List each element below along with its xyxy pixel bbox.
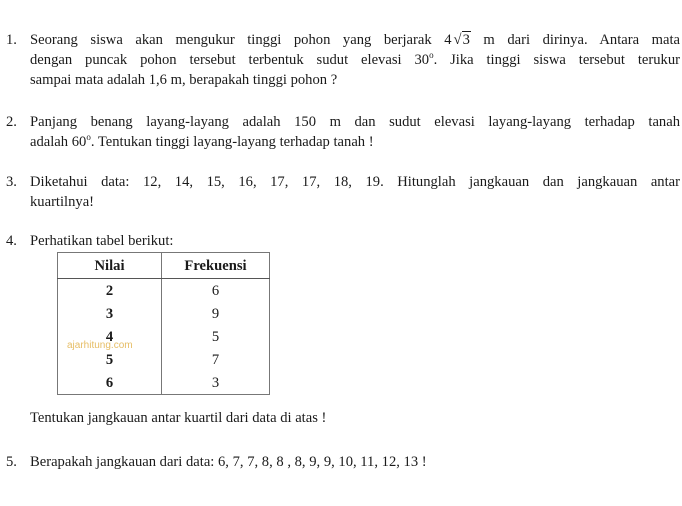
- question-text-line: adalah 60$^o$. Tentukan tinggi layang-layang terhadap tanah !: [30, 132, 374, 150]
- nilai-cell: 5: [58, 348, 162, 371]
- table-header-nilai: Nilai: [58, 253, 162, 279]
- question-number: 3.: [6, 174, 17, 190]
- nilai-cell: 3: [58, 302, 162, 325]
- table-row: [58, 302, 270, 325]
- question-number: 4.: [6, 233, 17, 249]
- question-text-line: Panjang benang layang-layang adalah 150 m dan sudut elevasi layang-layang terhadap tanah: [30, 114, 680, 130]
- table-row: [58, 371, 270, 395]
- question-text-line: Perhatikan tabel berikut:: [30, 233, 174, 249]
- table-row: [58, 279, 270, 303]
- question-text-line: dengan puncak pohon tersebut terbentuk sudut elevasi 30$^o$. Jika tinggi siswa tersebut terukur: [30, 50, 680, 68]
- question-text-line: Seorang siswa akan mengukur tinggi pohon yang berjarak 4 √3 m dari dirinya. Antara mata: [30, 32, 680, 48]
- question-number: 2.: [6, 114, 17, 130]
- nilai-cell: 6: [58, 371, 162, 395]
- question-number: 5.: [6, 454, 17, 470]
- question-4: [6, 231, 680, 251]
- question-text-line: sampai mata adalah 1,6 m, berapakah tinggi pohon ?: [30, 72, 338, 88]
- frekuensi-cell: 3: [162, 371, 270, 395]
- watermark: ajarhitung.com: [67, 340, 133, 351]
- question-4-instruction: [6, 408, 680, 428]
- frequency-table: [57, 252, 270, 395]
- question-text-line: kuartilnya!: [30, 194, 95, 210]
- question-text-line: Diketahui data: 12, 14, 15, 16, 17, 17, 18, 19. Hitunglah jangkauan dan jangkauan antar: [30, 174, 680, 190]
- nilai-cell: 4: [58, 325, 162, 348]
- question-text-line: Berapakah jangkauan dari data: 6, 7, 7, 8, 8 , 8, 9, 9, 10, 11, 12, 13 !: [30, 454, 427, 470]
- frekuensi-cell: 7: [162, 348, 270, 371]
- question-5: [6, 452, 680, 472]
- frekuensi-cell: 9: [162, 302, 270, 325]
- frekuensi-cell: 5: [162, 325, 270, 348]
- sqrt-expression: 4 √3: [444, 32, 470, 48]
- nilai-cell: 2: [58, 279, 162, 303]
- question-text-line: Tentukan jangkauan antar kuartil dari data di atas !: [30, 410, 327, 426]
- question-number: 1.: [6, 32, 17, 48]
- question-3: [6, 172, 680, 212]
- table-header-frekuensi: Frekuensi: [162, 253, 270, 279]
- question-2: [6, 112, 680, 152]
- question-1: [6, 30, 680, 90]
- frekuensi-cell: 6: [162, 279, 270, 303]
